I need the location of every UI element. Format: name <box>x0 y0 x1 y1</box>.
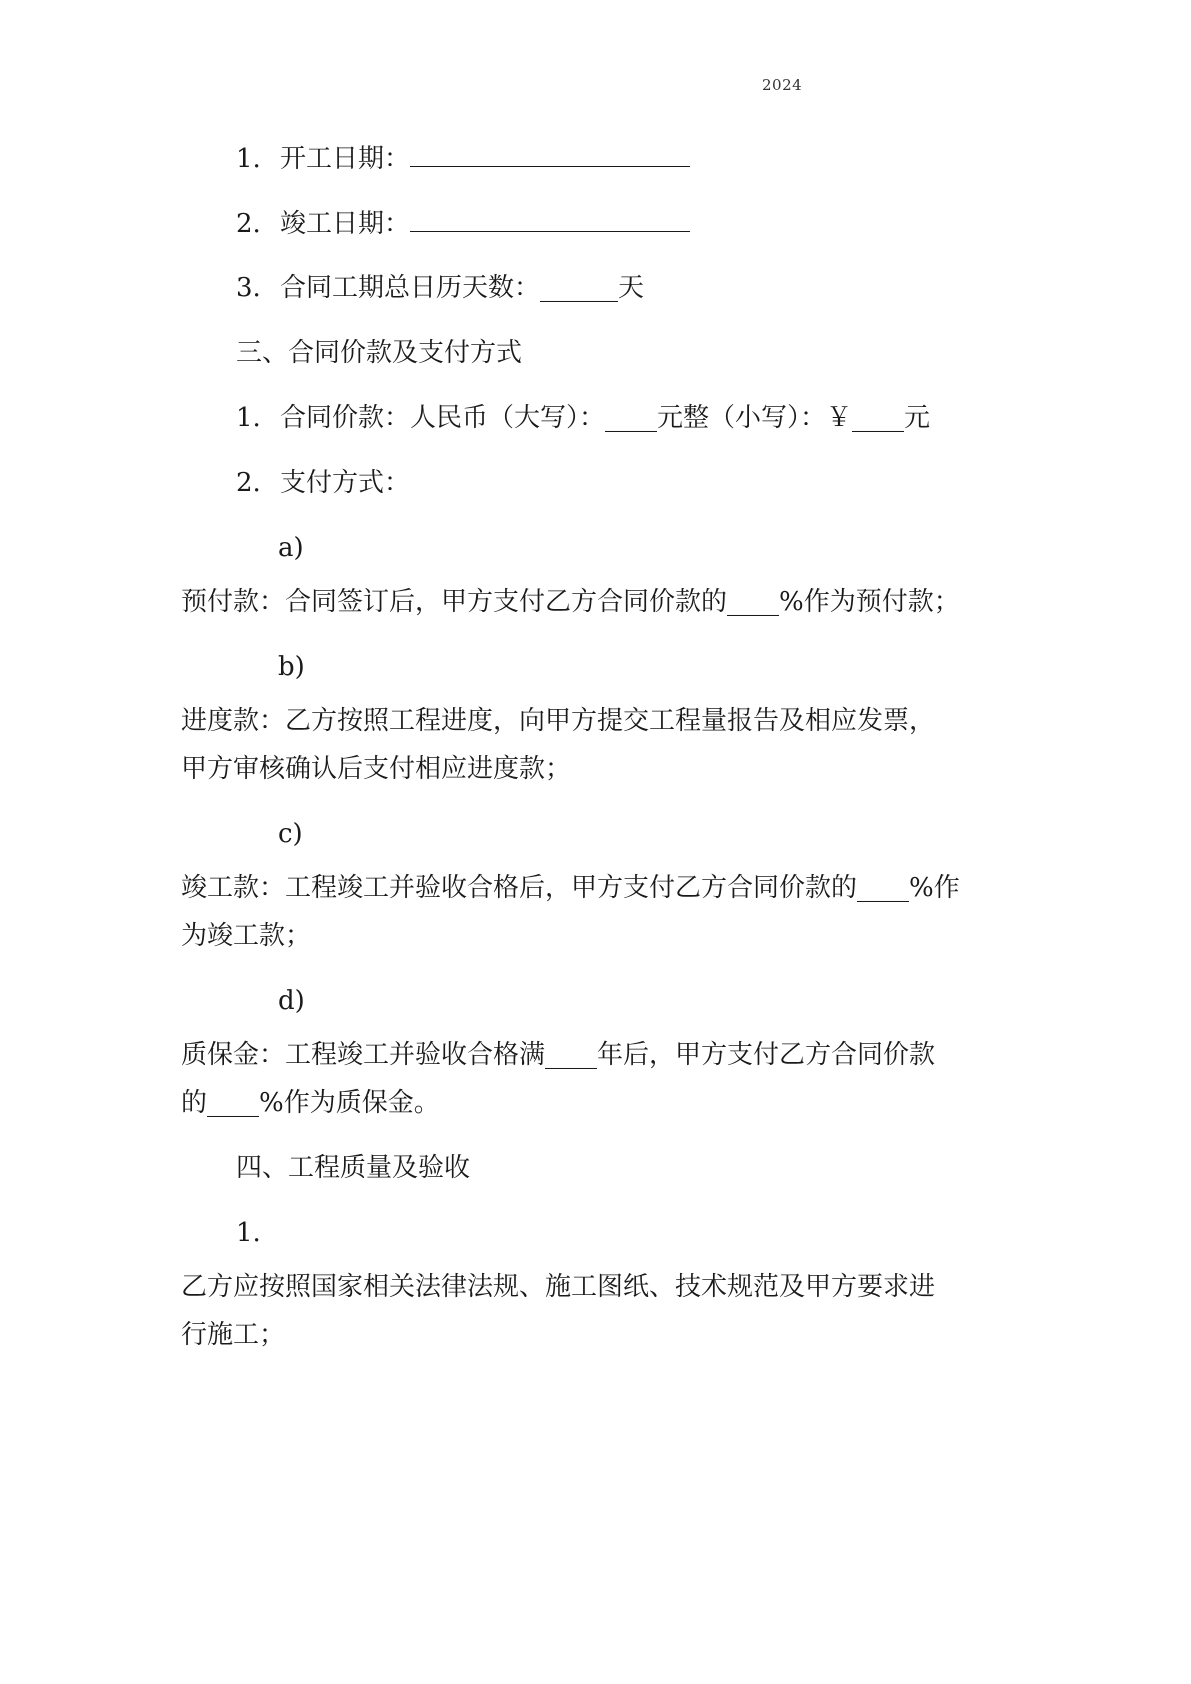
payment-method-line <box>236 465 410 501</box>
header-year: 2024 <box>762 76 803 94</box>
subitem-label-b: b) <box>278 652 305 682</box>
item-number: 1. <box>236 403 261 433</box>
contract-price-line <box>236 400 930 436</box>
subitem-label-c: c) <box>278 819 303 849</box>
start-date-label: 开工日期： <box>280 144 411 174</box>
completion-payment-text-1: 竣工款：工程竣工并验收合格后，甲方支付乙方合同价款的____%作 <box>181 873 960 903</box>
completion-payment-text-2: 为竣工款； <box>181 921 312 951</box>
end-date-label: 竣工日期： <box>280 209 411 239</box>
payment-method-text: 支付方式： <box>280 468 411 498</box>
retention-money-text-1: 质保金：工程竣工并验收合格满____年后，甲方支付乙方合同价款 <box>181 1040 936 1070</box>
quality-requirement-text-2: 行施工； <box>181 1320 286 1350</box>
item-number: 1. <box>236 144 261 174</box>
subitem-label-d: d) <box>278 986 305 1016</box>
section4-item-number: 1. <box>236 1218 261 1248</box>
item-number: 2. <box>236 468 261 498</box>
start-date-blank <box>410 140 690 167</box>
retention-money-text-2: 的____%作为质保金。 <box>181 1088 440 1118</box>
end-date-line <box>236 205 690 242</box>
item-number: 2. <box>236 209 261 239</box>
section4-heading: 四、工程质量及验收 <box>236 1153 471 1183</box>
start-date-line <box>236 140 690 177</box>
subitem-label-a: a) <box>278 533 304 563</box>
contract-price-text: 合同价款：人民币（大写）：____元整（小写）：￥____元 <box>280 403 931 433</box>
section3-heading: 三、合同价款及支付方式 <box>236 338 523 368</box>
quality-requirement-text-1: 乙方应按照国家相关法律法规、施工图纸、技术规范及甲方要求进 <box>181 1272 936 1302</box>
total-days-line <box>236 270 644 306</box>
end-date-blank <box>410 205 690 232</box>
total-days-text: 合同工期总日历天数：______天 <box>280 273 645 303</box>
progress-payment-text-2: 甲方审核确认后支付相应进度款； <box>181 754 572 784</box>
advance-payment-text: 预付款：合同签订后，甲方支付乙方合同价款的____%作为预付款； <box>181 587 960 617</box>
progress-payment-text-1: 进度款：乙方按照工程进度，向甲方提交工程量报告及相应发票， <box>181 706 936 736</box>
item-number: 3. <box>236 273 261 303</box>
